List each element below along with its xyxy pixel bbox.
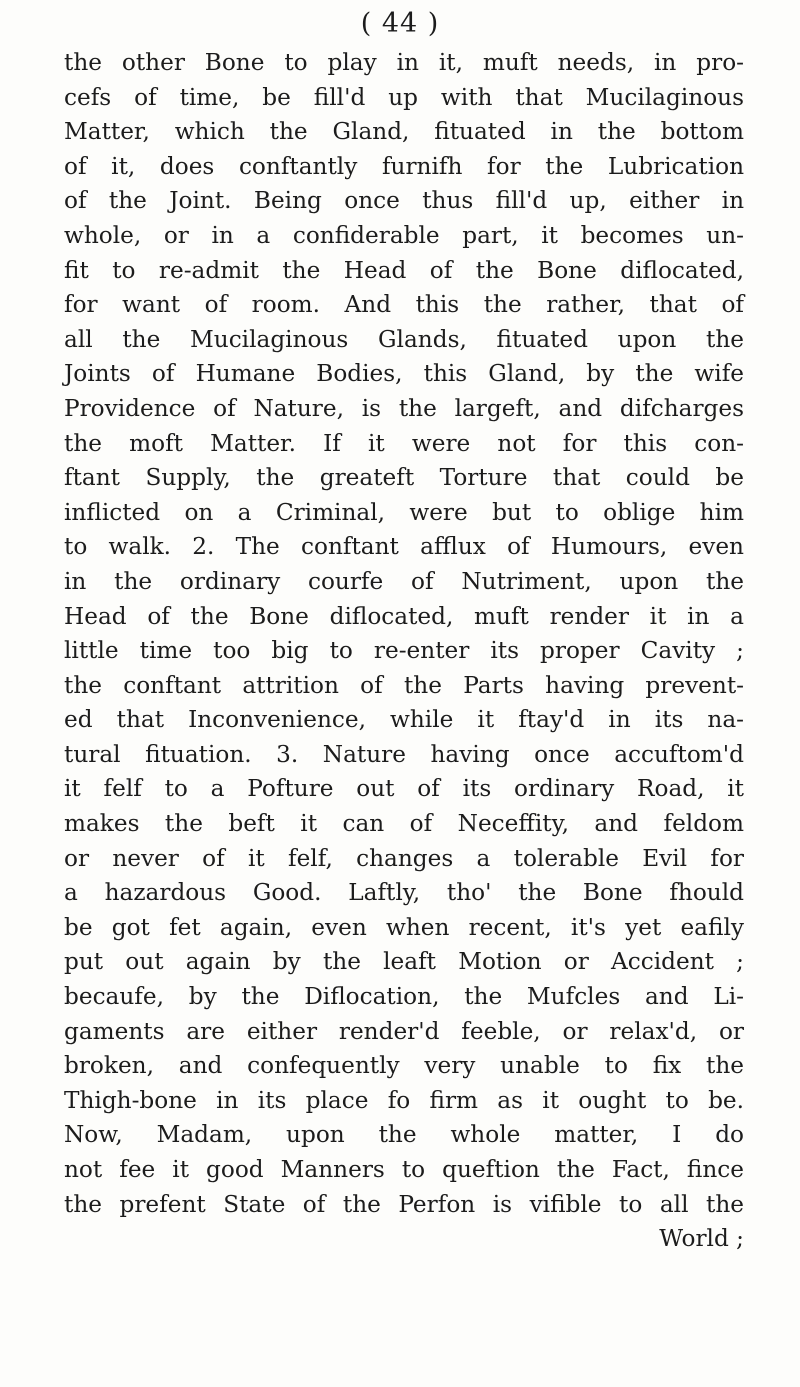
text-line: gaments are either render'd feeble, or relax'd, or: [64, 1017, 744, 1045]
text-line: in the ordinary courfe of Nutriment, upon the: [64, 567, 744, 595]
text-line: Head of the Bone diflocated, muft render it in a: [64, 602, 744, 630]
text-line: the conftant attrition of the Parts having prevent-: [64, 671, 744, 699]
text-line: ed that Inconvenience, while it ftay'd in its na-: [64, 706, 744, 734]
text-line: Matter, which the Gland, fituated in the bottom: [64, 118, 744, 146]
text-line: a hazardous Good. Laftly, tho' the Bone fhould: [64, 879, 744, 907]
text-line: tural fituation. 3. Nature having once accuftom'd: [64, 740, 744, 768]
text-line: of it, does conftantly furnifh for the Lubrication: [64, 152, 744, 180]
text-line: put out again by the leaft Motion or Accident ;: [64, 948, 744, 976]
text-line: Providence of Nature, is the largeft, and difcharges: [64, 394, 744, 422]
text-line: to walk. 2. The conftant afflux of Humours, even: [64, 533, 744, 561]
body-text: [64, 46, 744, 1257]
text-line: for want of room. And this the rather, that of: [64, 291, 744, 319]
text-line: Joints of Humane Bodies, this Gland, by the wife: [64, 360, 744, 388]
text-line: becaufe, by the Diflocation, the Mufcles and Li-: [64, 983, 744, 1011]
text-line: cefs of time, be fill'd up with that Mucilaginous: [64, 83, 744, 111]
catchword: World ;: [659, 1225, 744, 1253]
text-line: Thigh-bone in its place fo firm as it ought to be.: [64, 1086, 744, 1114]
text-line: of the Joint. Being once thus fill'd up, either in: [64, 187, 744, 215]
text-line: Now, Madam, upon the whole matter, I do: [64, 1121, 744, 1149]
text-line: it felf to a Pofture out of its ordinary Road, it: [64, 775, 744, 803]
text-line: the other Bone to play in it, muft needs, in pro-: [64, 49, 744, 76]
text-line: all the Mucilaginous Glands, fituated upon the: [64, 325, 744, 353]
text-line: ftant Supply, the greateft Torture that could be: [64, 464, 744, 492]
text-line: inflicted on a Criminal, were but to oblige him: [64, 498, 744, 526]
text-line: little time too big to re-enter its proper Cavity ;: [64, 637, 744, 665]
text-line: be got fet again, even when recent, it's yet eafily: [64, 913, 744, 941]
text-line: makes the beft it can of Neceffity, and feldom: [64, 810, 744, 838]
text-line: fit to re-admit the Head of the Bone diflocated,: [64, 256, 744, 284]
text-line: or never of it felf, changes a tolerable Evil for: [64, 844, 744, 872]
text-line: the moft Matter. If it were not for this con-: [64, 429, 744, 457]
text-line: broken, and confequently very unable to fix the: [64, 1052, 744, 1080]
text-line: the prefent State of the Perfon is vifible to all the: [64, 1190, 744, 1218]
page-number: ( 44 ): [360, 8, 440, 39]
text-line: whole, or in a confiderable part, it becomes un-: [64, 221, 744, 249]
text-line: not fee it good Manners to queftion the Fact, fince: [64, 1156, 744, 1183]
